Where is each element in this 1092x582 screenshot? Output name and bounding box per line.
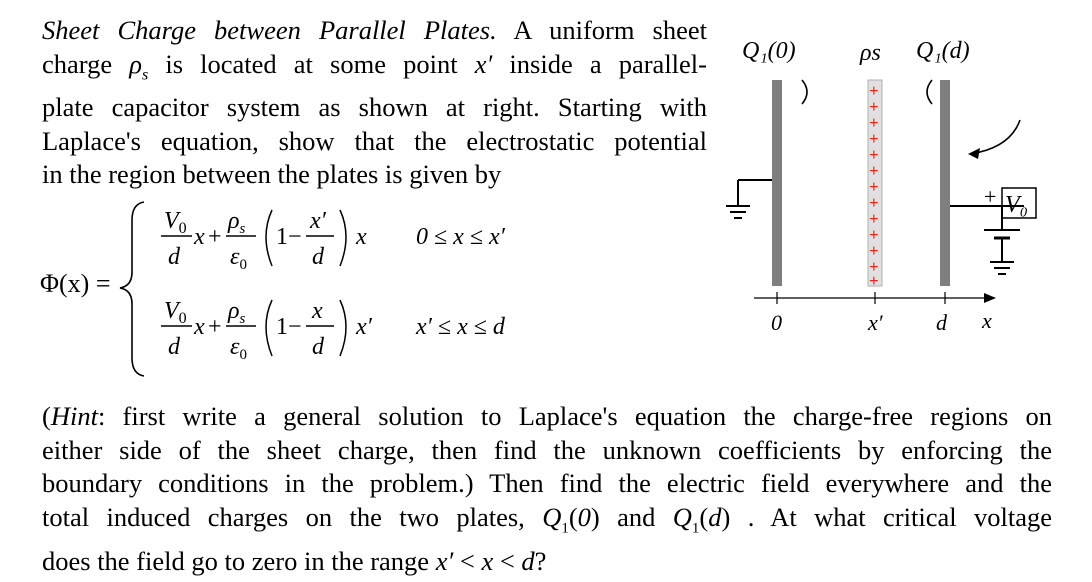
hint-line-1: (Hint: first write a general solution to Laplace's equation the charge-free regions on (42, 401, 1052, 431)
battery-plus-label: + (984, 184, 997, 209)
svg-text:1−: 1− (276, 314, 302, 340)
axis-tick-0: 0 (771, 310, 782, 335)
potential-equation (40, 190, 600, 390)
sheet-plus-signs (869, 81, 879, 290)
x-axis-arrow (984, 293, 996, 303)
svg-text:+: + (869, 113, 879, 132)
capacitor-diagram (718, 30, 1058, 350)
left-plate (772, 80, 782, 286)
svg-text:ε0: $\varepsilon_0$ (230, 334, 247, 363)
problem-statement (42, 14, 707, 192)
svg-text:x: x (356, 224, 367, 250)
svg-text:+: + (869, 271, 879, 290)
problem-line-3: plate capacitor system as shown at right. Starting with (42, 92, 707, 123)
problem-line-5: in the region between the plates is given by (42, 159, 502, 190)
equation-case-1 (161, 208, 506, 273)
label-q1-0: Q₁(0) (742, 38, 796, 64)
label-q1-d: Q₁(d) (916, 38, 970, 64)
label-rho-s: ρs (860, 40, 881, 66)
svg-text:x′: x′ (310, 208, 326, 234)
svg-text:+: + (869, 177, 879, 196)
hint-line-3: boundary conditions in the problem.) Then find the electric field everywhere and the (42, 468, 1052, 498)
svg-text:x: x (194, 224, 205, 250)
axis-tick-xprime: x′ (868, 310, 883, 335)
label-v0: V₀ (1005, 192, 1029, 218)
case2-range: x′ ≤ x ≤ d (416, 314, 505, 340)
case1-range: 0 ≤ x ≤ x′ (416, 224, 505, 250)
svg-text:+: + (869, 257, 879, 276)
arc-qd-pointer (927, 80, 932, 104)
equation-case-2 (161, 298, 506, 363)
arc-q0-pointer (802, 80, 807, 104)
hint-line-4: total induced charges on the two plates, $Q_1(0)$ and $Q_1(d)$ . At what critical voltage (42, 501, 1052, 536)
svg-text:+: + (869, 145, 879, 164)
hint-label: Hint (50, 401, 98, 431)
problem-line-2: charge $\rho_s$ is located at some point x′ inside a parallel- (42, 48, 707, 83)
svg-text:x′: x′ (356, 314, 372, 340)
hint-paragraph (42, 400, 1052, 579)
svg-text:d: d (312, 334, 324, 360)
axis-label-x: x (982, 308, 992, 333)
svg-text:x: x (312, 298, 323, 324)
svg-text:+: + (869, 129, 879, 148)
axis-tick-d: d (936, 310, 947, 335)
equation-lhs: Φ(x) = (40, 269, 111, 298)
svg-text:+: + (869, 97, 879, 116)
svg-text:+: + (869, 209, 879, 228)
svg-text:d: d (168, 244, 180, 270)
svg-text:V0: $V_0$ (164, 298, 187, 327)
svg-text:+: + (869, 241, 879, 260)
svg-text:ρs: $\rho_s$ (228, 208, 246, 237)
svg-text:+: + (869, 161, 879, 180)
svg-text:d: d (168, 334, 180, 360)
svg-text:ε0: $\varepsilon_0$ (230, 244, 247, 273)
hint-line-5: does the field go to zero in the range x′ < x < d? (42, 546, 547, 577)
svg-text:+: + (869, 81, 879, 100)
svg-text:x: x (194, 314, 205, 340)
problem-title: Sheet Charge between Parallel Plates. (42, 15, 497, 45)
hint-line-2: either side of the sheet charge, then find the unknown coefficients by enforcing the (42, 434, 1052, 465)
svg-text:1−: 1− (276, 224, 302, 250)
x-prime-symbol: x′ (474, 48, 493, 79)
svg-text:V0: $V_0$ (164, 208, 187, 237)
right-plate (940, 80, 950, 286)
problem-line-1: Sheet Charge between Parallel Plates. A uniform sheet (42, 15, 707, 45)
svg-text:+: + (869, 193, 879, 212)
svg-text:d: d (312, 244, 324, 270)
rho-s-symbol: $\rho_s$ (129, 48, 149, 83)
svg-text:ρs: $\rho_s$ (228, 298, 246, 327)
equation-brace (120, 202, 144, 376)
svg-text:+: + (869, 225, 879, 244)
svg-text:+: + (208, 314, 222, 340)
curved-arrow (970, 120, 1020, 154)
svg-text:+: + (208, 224, 222, 250)
problem-line-4: Laplace's equation, show that the electrostatic potential (42, 125, 707, 156)
